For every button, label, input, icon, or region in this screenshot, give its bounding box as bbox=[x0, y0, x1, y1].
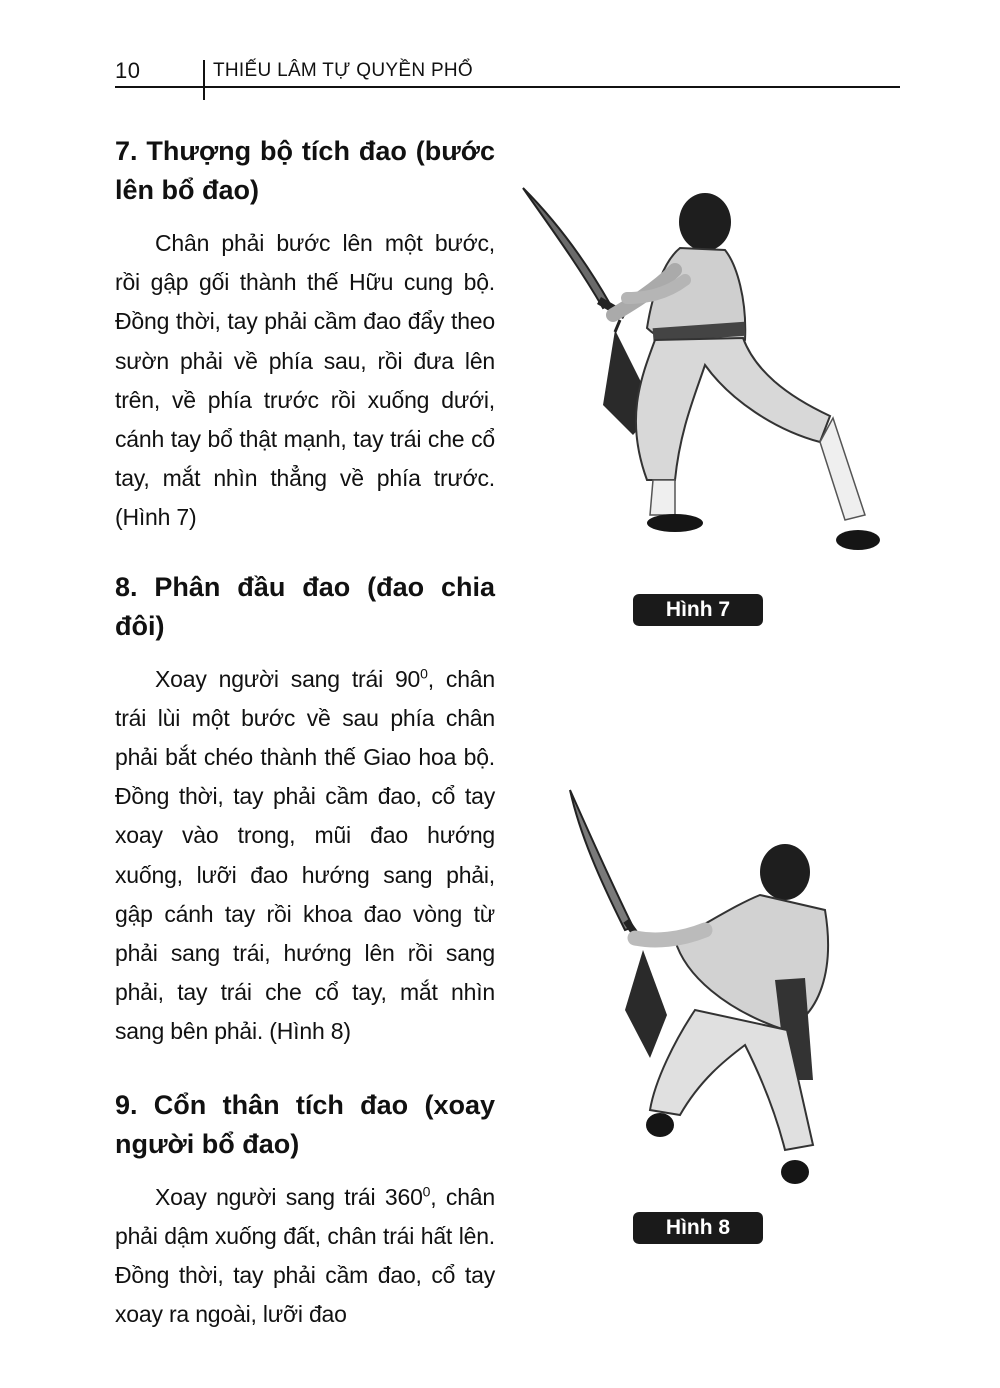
section-heading: 9. Cổn thân tích đao (xoay người bổ đao) bbox=[115, 1089, 495, 1159]
section-8 bbox=[115, 568, 495, 1052]
section-heading: 7. Thượng bộ tích đao (bước lên bổ đao) bbox=[115, 136, 495, 205]
degree-superscript: 0 bbox=[422, 1183, 431, 1199]
section-heading: 8. Phân đầu đao (đao chia đôi) bbox=[115, 571, 495, 641]
page-number: 10 bbox=[115, 58, 141, 83]
body-text-start: Xoay người sang trái 90 bbox=[155, 665, 421, 692]
section-body: Chân phải bước lên một bước, rồi gập gối thành thế Hữu cung bộ. Đồng thời, tay phải cầm đao đẩy theo sườn phải về phía sau, rồi đưa lên trên, về phía trước rồi xuống dưới, cánh tay bổ thật mạnh, tay trái che cổ tay, mắt nhìn thẳng về phía trước. (Hình 7) bbox=[115, 230, 495, 531]
running-header bbox=[115, 56, 900, 96]
martial-artist-broadsword-chop-illustration bbox=[515, 180, 900, 560]
degree-superscript: 0 bbox=[420, 664, 428, 681]
header-rule bbox=[115, 86, 900, 88]
body-text-rest: , chân phải dậm xuống đất, chân trái hất lên. Đồng thời, tay phải cầm đao, cổ tay xoay ra ngoài, lưỡi đao bbox=[115, 1183, 495, 1328]
body-text-start: Xoay người sang trái 360 bbox=[155, 1183, 423, 1210]
section-7 bbox=[115, 132, 495, 538]
body-text-rest: , chân trái lùi một bước về sau phía chân phải bắt chéo thành thế Giao hoa bộ. Đồng thời, tay phải cầm đao, cổ tay xoay vào trong, mũi đao hướng xuống, lưỡi đao hướng sang phải, gập cánh tay rồi khoa đao vòng từ phải sang trái, hướng lên rồi sang phải, tay trái che cổ tay, mắt nhìn sang bên phải. (Hình 8) bbox=[115, 665, 495, 1045]
figure-caption: Hình 8 bbox=[633, 1212, 763, 1244]
text-column bbox=[115, 132, 495, 1334]
figure-caption: Hình 7 bbox=[633, 594, 763, 626]
martial-artist-crossed-step-illustration bbox=[555, 780, 845, 1200]
header-separator bbox=[203, 60, 205, 100]
book-title: THIẾU LÂM TỰ QUYỀN PHỔ bbox=[213, 60, 474, 81]
section-body bbox=[115, 1178, 495, 1335]
section-body bbox=[115, 660, 495, 1052]
section-9 bbox=[115, 1086, 495, 1335]
